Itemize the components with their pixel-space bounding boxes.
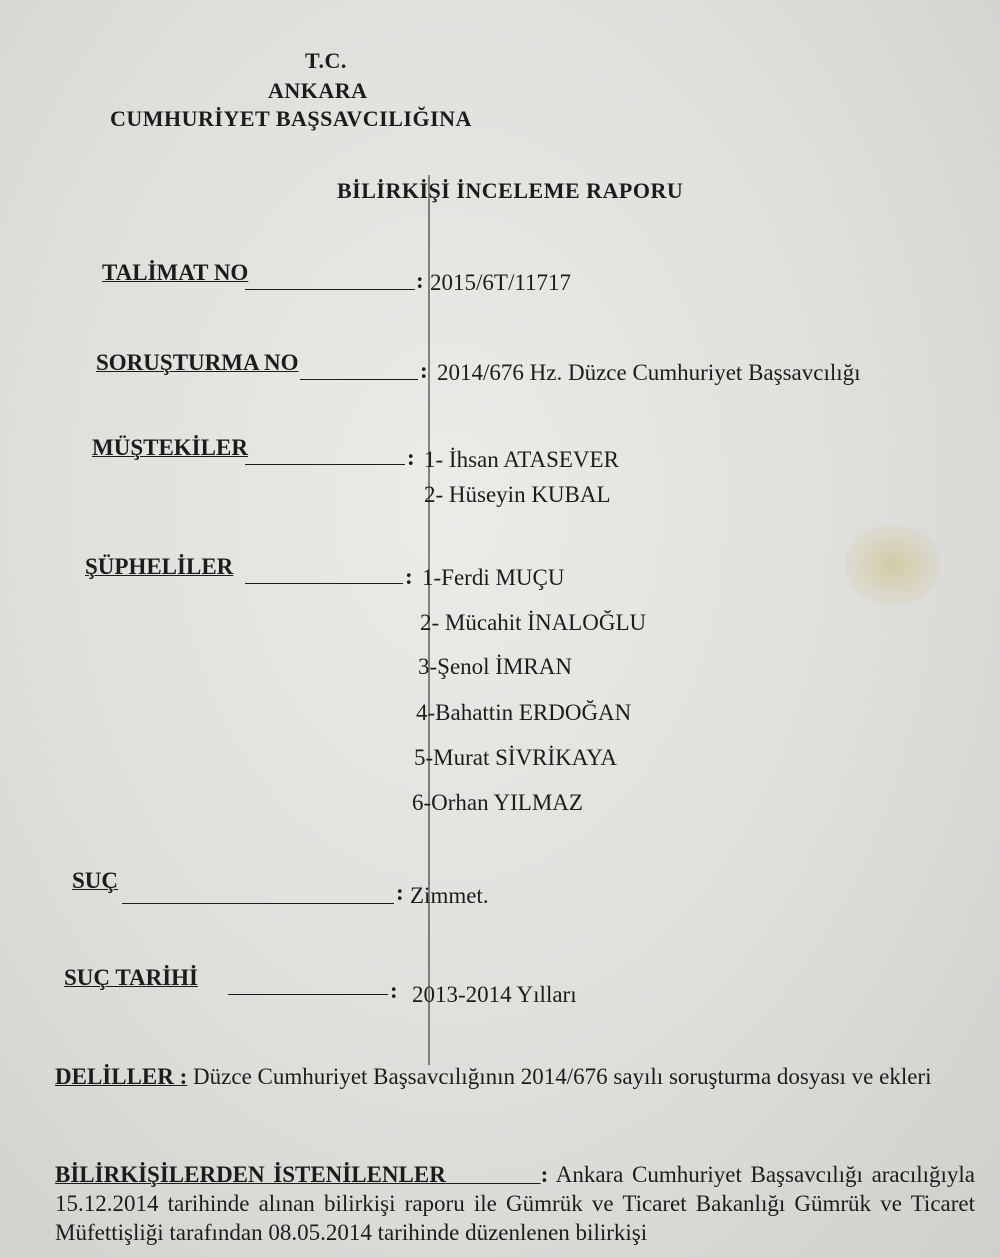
label-mustekiler: MÜŞTEKİLER <box>92 435 248 460</box>
label-istenilenler: BİLİRKİŞİLERDEN İSTENİLENLER <box>55 1162 446 1187</box>
label-suc-tarihi: SUÇ TARİHİ <box>64 965 198 990</box>
colon: : <box>540 1162 549 1187</box>
istenilenler-paragraph <box>55 1160 975 1247</box>
colon: : <box>416 268 424 293</box>
header-tc: T.C. <box>305 48 347 73</box>
label-suc: SUÇ <box>72 868 119 893</box>
colon: : <box>179 1064 188 1089</box>
value-musteki-1: 1- İhsan ATASEVER <box>424 447 619 472</box>
colon: : <box>390 978 398 1003</box>
report-title: BİLİRKİŞİ İNCELEME RAPORU <box>337 178 684 203</box>
value-suphe-2: 2- Mücahit İNALOĞLU <box>420 610 647 635</box>
deliller-text: Düzce Cumhuriyet Başsavcılığının 2014/676 sayılı soruşturma dosyası ve ekleri <box>193 1064 932 1089</box>
value-suphe-5: 5-Murat SİVRİKAYA <box>414 745 617 770</box>
header-ankara: ANKARA <box>268 78 368 103</box>
underline-rule <box>245 464 405 465</box>
underline-rule <box>245 289 415 290</box>
value-sorusturma-no: 2014/676 Hz. Düzce Cumhuriyet Başsavcılığı <box>437 360 861 385</box>
underline-rule <box>122 903 394 904</box>
value-musteki-2: 2- Hüseyin KUBAL <box>424 482 611 507</box>
colon: : <box>405 564 413 589</box>
value-suc-tarihi: 2013-2014 Yılları <box>412 982 577 1007</box>
value-suphe-1: 1-Ferdi MUÇU <box>422 565 565 590</box>
label-supheliler: ŞÜPHELİLER <box>85 554 234 579</box>
underline-rule <box>300 379 418 380</box>
label-sorusturma-no: SORUŞTURMA NO <box>96 350 299 375</box>
colon: : <box>396 880 404 905</box>
deliller-paragraph <box>55 1062 975 1091</box>
header-authority: CUMHURİYET BAŞSAVCILIĞINA <box>110 106 472 131</box>
value-suphe-4: 4-Bahattin ERDOĞAN <box>416 700 632 725</box>
value-talimat-no: 2015/6T/11717 <box>430 270 571 295</box>
paper-stain <box>845 525 940 605</box>
underline-rule <box>228 994 388 995</box>
underline-rule <box>245 583 403 584</box>
value-suphe-6: 6-Orhan YILMAZ <box>412 790 583 815</box>
value-suc: Zimmet. <box>410 883 489 908</box>
label-talimat-no: TALİMAT NO <box>102 260 249 285</box>
istenilenler-text: Ankara Cumhuriyet Başsavcılığı aracılığıyla 15.12.2014 tarihinde alınan bilirkişi raporu ile Gümrük ve Ticaret Bakanlığı Gümrük ve Ticaret Müfettişliği tarafından 08.05.2014 tarihinde düzenlenen bilirkişi <box>55 1162 976 1245</box>
value-suphe-3: 3-Şenol İMRAN <box>418 654 572 679</box>
colon: : <box>420 358 428 383</box>
colon: : <box>407 445 415 470</box>
label-deliller: DELİLLER <box>55 1064 174 1089</box>
